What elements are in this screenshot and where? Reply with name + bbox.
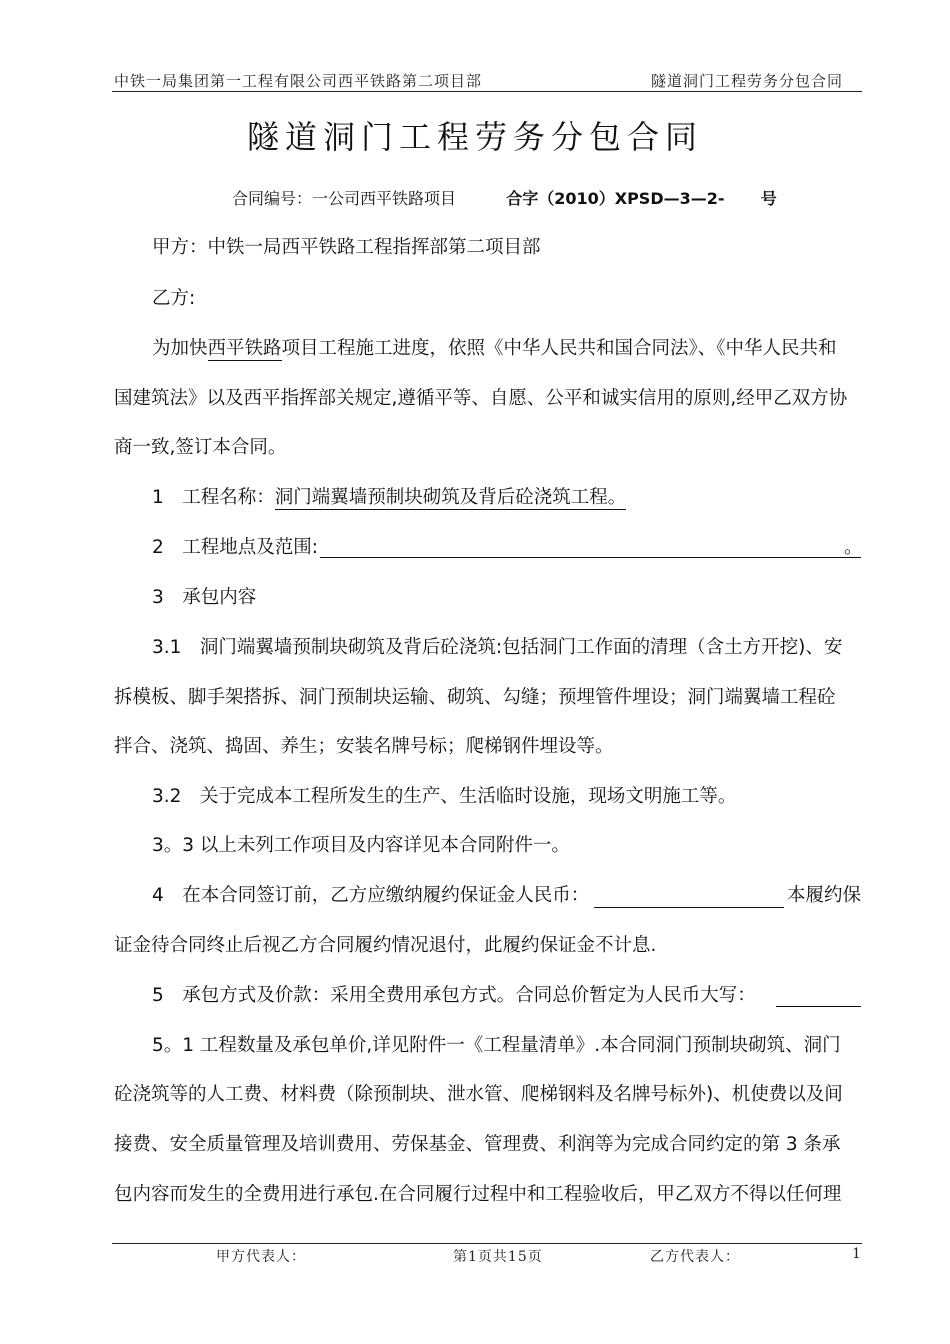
item-3-1-line-1: 3.1 洞门端翼墙预制块砌筑及背后砼浇筑:包括洞门工作面的清理（含土方开挖)、安 [152,637,843,658]
contract-number-label: 合同编号：一公司西平铁路项目 [232,189,457,208]
intro-line-1 [152,334,837,361]
document-title: 隧道洞门工程劳务分包合同 [246,118,703,156]
footer-party-b-rep: 乙方代表人： [650,1249,740,1265]
footer-divider [112,1243,862,1244]
intro-line-1-pre: 为加快 [152,338,208,359]
item-3-3: 3。3 以上未列工作项目及内容详见本合同附件一。 [152,835,570,856]
header-right: 隧道洞门工程劳务分包合同 [651,72,844,90]
footer-party-a-rep: 甲方代表人： [216,1249,306,1265]
intro-project-name: 西平铁路 [208,334,282,361]
item-5-1-line-1: 5。1 工程数量及承包单价,详见附件一《工程量清单》.本合同洞门预制块砌筑、洞门 [152,1035,841,1056]
item-5-1-line-3: 接费、安全质量管理及培训费用、劳保基金、管理费、利润等为完成合同约定的第 3 条承 [114,1134,841,1155]
item-5-1-line-2: 砼浇筑等的人工费、材料费（除预制块、泄水管、爬梯钢料及名牌号标外)、机使费以及间 [114,1084,843,1105]
footer-page-info: 第1页共15页 [453,1249,543,1265]
item-3-1-line-3: 拌合、浇筑、捣固、养生；安装名牌号标；爬梯钢件埋设等。 [114,736,614,757]
item-2-blank-line [320,557,861,558]
party-b: 乙方: [152,288,196,309]
item-4-line-2: 证金待合同终止后视乙方合同履约情况退付，此履约保证金不计息. [114,935,657,956]
footer-page-number: 1 [852,1246,862,1262]
item-5-1-line-4: 包内容而发生的全费用进行承包.在合同履行过程中和工程验收后，甲乙双方不得以任何理 [114,1184,842,1205]
party-a: 甲方：中铁一局西平铁路工程指挥部第二项目部 [152,237,541,258]
intro-line-1-post: 项目工程施工进度，依照《中华人民共和国合同法》、《中华人民共和 [281,338,837,359]
item-2-end: 。 [844,537,863,558]
item-2-label: 2 工程地点及范围: [152,537,319,558]
item-1 [152,483,626,510]
item-4-line-1-end: 本履约保 [787,885,862,906]
intro-line-3: 商一致,签订本合同。 [114,437,287,458]
item-5: 5 承包方式及价款：采用全费用承包方式。合同总价暂定为人民币大写： [152,985,756,1006]
contract-number-code: 合字（2010）XPSD—3—2- [506,189,725,208]
item-4-line-1: 4 在本合同签订前，乙方应缴纳履约保证金人民币： [152,885,590,906]
item-3-1-line-2: 拆模板、脚手架搭拆、洞门预制块运输、砌筑、勾缝；预埋管件埋设；洞门端翼墙工程砼 [114,687,836,708]
header-left: 中铁一局集团第一工程有限公司西平铁路第二项目部 [114,72,483,90]
item-5-price-blank [776,1006,861,1007]
item-4-deposit-blank [594,907,784,908]
item-1-value: 洞门端翼墙预制块砌筑及背后砼浇筑工程。 [275,483,627,510]
item-3: 3 承包内容 [152,587,257,608]
contract-number-suffix: 号 [760,189,777,208]
item-1-label: 1 工程名称： [152,487,275,508]
intro-line-2: 国建筑法》以及西平指挥部关规定,遵循平等、自愿、公平和诚实信用的原则,经甲乙双方协 [114,388,848,409]
header-divider [112,91,862,92]
item-3-2: 3.2 关于完成本工程所发生的生产、生活临时设施，现场文明施工等。 [152,786,737,807]
contract-number [232,186,777,209]
